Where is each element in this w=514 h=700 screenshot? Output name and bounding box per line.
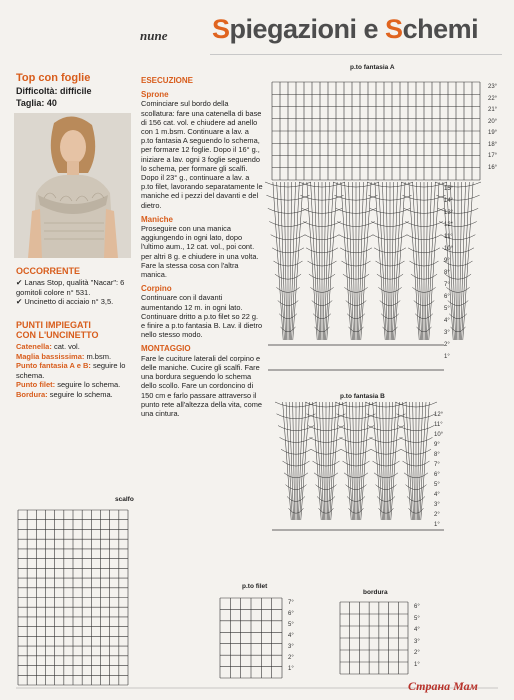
row-number-a-top: 23°	[488, 84, 498, 90]
row-number-bordura: 2°	[414, 650, 420, 656]
row-number-bordura: 6°	[414, 604, 420, 610]
row-number-filet: 7°	[288, 600, 294, 606]
row-number-a-mid: 9°	[444, 258, 450, 264]
row-number-b: 9°	[434, 442, 440, 448]
row-number-b: 2°	[434, 512, 440, 518]
fantasia-a-leaf	[435, 182, 481, 340]
fantasia-a-leaf	[299, 182, 345, 340]
filet-label: p.to filet	[242, 583, 268, 590]
row-number-a-mid: 4°	[444, 318, 450, 324]
row-number-b: 6°	[434, 472, 440, 478]
fantasia-b-label: p.to fantasia B	[340, 393, 385, 400]
row-number-a-mid: 8°	[444, 270, 450, 276]
fantasia-b-leaf	[305, 402, 347, 520]
row-number-bordura: 1°	[414, 661, 420, 668]
row-number-a-mid: 12°	[444, 222, 454, 228]
row-number-b: 5°	[434, 482, 440, 488]
row-number-a-mid: 15°	[444, 186, 454, 192]
fantasia-a-grid	[272, 82, 480, 180]
material-item: ✔ Lanas Stop, qualità "Nacar": 6 gomitoli colore n° 531.	[16, 278, 125, 297]
scalfo-label: scalfo	[115, 496, 134, 503]
row-number-a-top: 16°	[488, 164, 498, 171]
scalfo-grid	[18, 510, 128, 685]
section-text-montaggio: Fare le cuciture laterali del corpino e delle maniche. Cucire gli scalfi. Fare una bordura seguendo lo schema dello scollo. Fare un cordoncino di 150 cm e farlo passare attraverso il punto rete all'altezza della vita, come una cintura.	[141, 353, 262, 418]
fantasia-a-leaf	[265, 182, 311, 340]
row-number-b: 7°	[434, 462, 440, 468]
fantasia-b-leaf	[365, 402, 407, 520]
row-number-a-top: 17°	[488, 153, 498, 159]
section-title-montaggio: MONTAGGIO	[141, 344, 191, 354]
section-text-sprone: Cominciare sul bordo della scollatura: fare una catenella di base di 156 cat. vol. e chiudere ad anello con 1 m.bsm. Continuare a lav. a p.to fantasia A seguendo lo schema, per formare 12 foglie. Dopo il 16° g., iniziare a lav. ogni 3 foglie seguendo lo schema, per formare gli scalfi. Dopo il 23° g., continuare a lav. a p.to filet, lavorando separatamente le maniche ed i pezzi del davanti e del dietro.	[141, 99, 263, 210]
row-number-b: 10°	[434, 432, 444, 438]
fantasia-a-leaf	[333, 182, 379, 340]
row-number-b: 4°	[434, 492, 440, 498]
stitch-item: Punto filet: seguire lo schema.	[16, 380, 121, 389]
magazine-logo: nune	[140, 28, 168, 43]
fantasia-a-leaf	[367, 182, 413, 340]
project-name: Top con foglie	[16, 72, 91, 84]
fantasia-a-label: p.to fantasia A	[350, 64, 395, 71]
row-number-a-mid: 1°	[444, 354, 450, 360]
row-number-a-mid: 5°	[444, 306, 450, 312]
title-part-1: piegazioni e	[229, 14, 386, 44]
row-number-filet: 2°	[288, 655, 294, 661]
row-number-a-mid: 7°	[444, 282, 450, 288]
execution-heading: ESECUZIONE	[141, 76, 194, 85]
row-number-bordura: 4°	[414, 627, 420, 633]
row-number-a-mid: 3°	[444, 330, 450, 336]
size-label: Taglia: 40	[16, 98, 57, 108]
title-initial-s1: S	[212, 14, 230, 44]
stitch-item: Catenella: cat. vol.	[16, 342, 80, 351]
filet-grid	[220, 598, 282, 678]
section-text-corpino: Continuare con il davanti aumentando 12 m. in ogni lato. Continuare dritto a p.to filet so 22 g. e finire a p.to fantasia B. Lav. il dietro nello stesso modo.	[141, 293, 263, 340]
row-number-a-top: 21°	[488, 107, 498, 113]
bordura-grid	[340, 602, 408, 674]
fantasia-b-leaf	[335, 402, 377, 520]
section-title-maniche: Maniche	[141, 214, 174, 224]
row-number-filet: 4°	[288, 633, 294, 639]
row-number-a-mid: 14°	[444, 198, 454, 204]
fantasia-b-leaf	[395, 402, 437, 520]
stitch-item: Punto fantasia A e B: seguire lo schema.	[16, 361, 126, 380]
row-number-b: 12°	[434, 412, 444, 418]
row-number-a-mid: 13°	[444, 210, 454, 216]
watermark: Страна Мам	[408, 679, 478, 693]
row-number-b: 1°	[434, 522, 440, 528]
section-text-maniche: Proseguire con una manica aggiungendo in ogni lato, dopo l'ultimo aum., 12 cat. vol., poi cont. per altri 8 g. e chiudere in una volta. Fare la stessa cosa con l'altra manica.	[141, 224, 259, 280]
stitch-item: Maglia bassissima: m.bsm.	[16, 351, 112, 361]
row-number-bordura: 3°	[414, 638, 420, 645]
row-number-a-top: 20°	[488, 118, 498, 125]
row-number-b: 3°	[434, 502, 440, 508]
stitch-item: Bordura: seguire lo schema.	[16, 389, 113, 399]
row-number-a-top: 18°	[488, 141, 498, 148]
row-number-a-top: 22°	[488, 95, 498, 102]
row-number-a-mid: 2°	[444, 342, 450, 348]
fantasia-a-leaf	[401, 182, 447, 340]
section-title-corpino: Corpino	[141, 284, 172, 294]
row-number-filet: 1°	[288, 666, 294, 672]
row-number-bordura: 5°	[414, 615, 420, 622]
row-number-filet: 3°	[288, 644, 294, 650]
section-title-sprone: Sprone	[141, 90, 169, 100]
material-item: ✔ Uncinetto di acciaio n° 3,5.	[16, 297, 114, 306]
row-number-a-mid: 6°	[444, 294, 450, 300]
row-number-a-mid: 10°	[444, 246, 454, 252]
materials-heading: OCCORRENTE	[16, 266, 81, 276]
title-part-2: chemi	[402, 14, 479, 44]
row-number-a-top: 19°	[488, 130, 498, 136]
stitches-heading: PUNTI IMPIEGATI CON L'UNCINETTO	[16, 320, 99, 340]
fantasia-b-leaf	[275, 402, 317, 520]
row-number-filet: 5°	[288, 622, 294, 628]
row-number-b: 8°	[434, 452, 440, 458]
row-number-b: 11°	[434, 422, 443, 428]
row-number-filet: 6°	[288, 611, 294, 617]
title-initial-s2: S	[385, 14, 403, 44]
bordura-label: bordura	[363, 589, 388, 596]
row-number-a-mid: 11°	[444, 234, 453, 240]
difficulty-label: Difficoltà: difficile	[16, 86, 92, 96]
